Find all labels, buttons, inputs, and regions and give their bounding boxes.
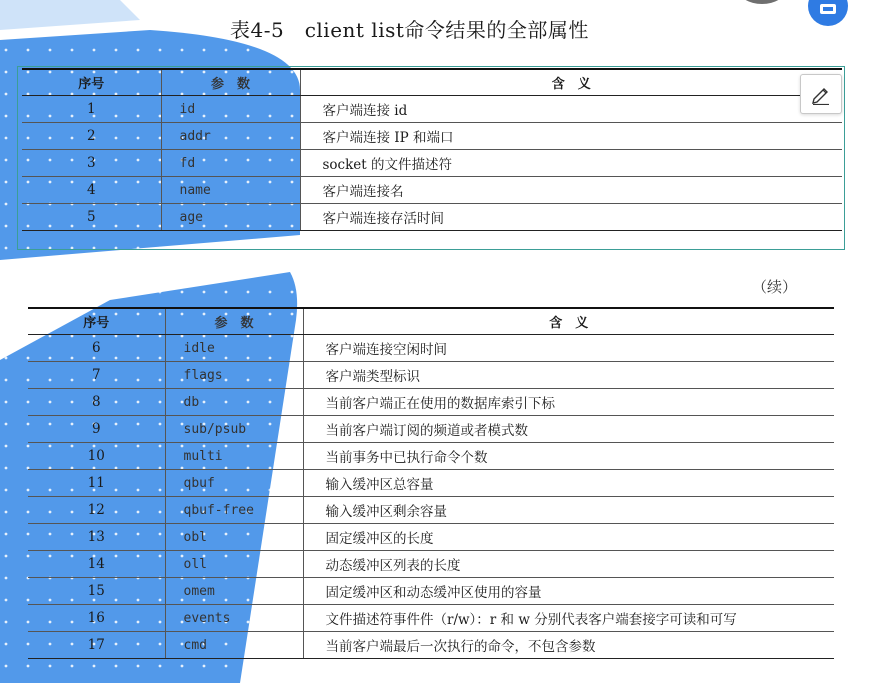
param-description: 固定缓冲区的长度 — [303, 524, 834, 551]
param-description: 输入缓冲区剩余容量 — [303, 497, 834, 524]
param-name: omem — [165, 578, 303, 605]
row-number: 15 — [28, 578, 165, 605]
table-row — [28, 389, 834, 416]
table-row — [28, 497, 834, 524]
row-number: 13 — [28, 524, 165, 551]
continued-label: （续） — [752, 278, 798, 296]
param-description: 当前客户端订阅的频道或者模式数 — [303, 416, 834, 443]
param-description: 当前事务中已执行命令个数 — [303, 443, 834, 470]
param-description: 当前客户端最后一次执行的命令，不包含参数 — [303, 632, 834, 659]
table-row — [28, 524, 834, 551]
param-name: multi — [165, 443, 303, 470]
row-number: 6 — [28, 335, 165, 362]
param-name: id — [161, 96, 300, 123]
param-name: addr — [161, 123, 300, 150]
row-number: 17 — [28, 632, 165, 659]
row-number: 2 — [22, 123, 161, 150]
param-name: name — [161, 177, 300, 204]
param-description: 客户端连接名 — [300, 177, 842, 204]
row-number: 3 — [22, 150, 161, 177]
table-row — [28, 605, 834, 632]
table-row — [22, 177, 842, 204]
column-header-desc: 含 义 — [300, 69, 842, 96]
row-number: 7 — [28, 362, 165, 389]
param-description: 客户端连接空闲时间 — [303, 335, 834, 362]
table-row — [28, 416, 834, 443]
column-header-name: 参 数 — [165, 308, 303, 335]
param-name: flags — [165, 362, 303, 389]
param-name: age — [161, 204, 300, 231]
table-row — [22, 123, 842, 150]
param-name: idle — [165, 335, 303, 362]
param-name: qbuf — [165, 470, 303, 497]
table-row — [28, 443, 834, 470]
table-row — [28, 335, 834, 362]
table-row — [22, 204, 842, 231]
table-row — [22, 150, 842, 177]
param-name: db — [165, 389, 303, 416]
param-description: 固定缓冲区和动态缓冲区使用的容量 — [303, 578, 834, 605]
param-description: 文件描述符事件件（r/w）：r 和 w 分别代表客户端套接字可读和可写 — [303, 605, 834, 632]
row-number: 16 — [28, 605, 165, 632]
row-number: 11 — [28, 470, 165, 497]
param-name: sub/psub — [165, 416, 303, 443]
param-name: oll — [165, 551, 303, 578]
row-number: 14 — [28, 551, 165, 578]
param-name: obl — [165, 524, 303, 551]
table-row — [28, 632, 834, 659]
param-description: 客户端连接 id — [300, 96, 842, 123]
column-header-num: 序号 — [28, 308, 165, 335]
column-header-num: 序号 — [22, 69, 161, 96]
param-description: 输入缓冲区总容量 — [303, 470, 834, 497]
param-description: 客户端类型标识 — [303, 362, 834, 389]
param-name: cmd — [165, 632, 303, 659]
table-header-row — [28, 308, 834, 335]
column-header-desc: 含 义 — [303, 308, 834, 335]
param-description: 客户端连接 IP 和端口 — [300, 123, 842, 150]
edit-button[interactable] — [800, 74, 842, 114]
table-row — [28, 470, 834, 497]
table-row — [28, 362, 834, 389]
table-header-row — [22, 69, 842, 96]
row-number: 5 — [22, 204, 161, 231]
param-description: 动态缓冲区列表的长度 — [303, 551, 834, 578]
row-number: 10 — [28, 443, 165, 470]
param-description: socket 的文件描述符 — [300, 150, 842, 177]
param-name: qbuf-free — [165, 497, 303, 524]
column-header-name: 参 数 — [161, 69, 300, 96]
attributes-table-part-2 — [28, 307, 834, 659]
table-row — [28, 551, 834, 578]
param-name: fd — [161, 150, 300, 177]
param-name: events — [165, 605, 303, 632]
param-description: 客户端连接存活时间 — [300, 204, 842, 231]
page-title: 表4-5 client list命令结果的全部属性 — [230, 18, 589, 42]
table-row — [28, 578, 834, 605]
row-number: 1 — [22, 96, 161, 123]
attributes-table-part-1 — [22, 68, 842, 231]
row-number: 9 — [28, 416, 165, 443]
param-description: 当前客户端正在使用的数据库索引下标 — [303, 389, 834, 416]
table-row — [22, 96, 842, 123]
row-number: 8 — [28, 389, 165, 416]
row-number: 4 — [22, 177, 161, 204]
pencil-edit-icon — [810, 83, 832, 105]
row-number: 12 — [28, 497, 165, 524]
